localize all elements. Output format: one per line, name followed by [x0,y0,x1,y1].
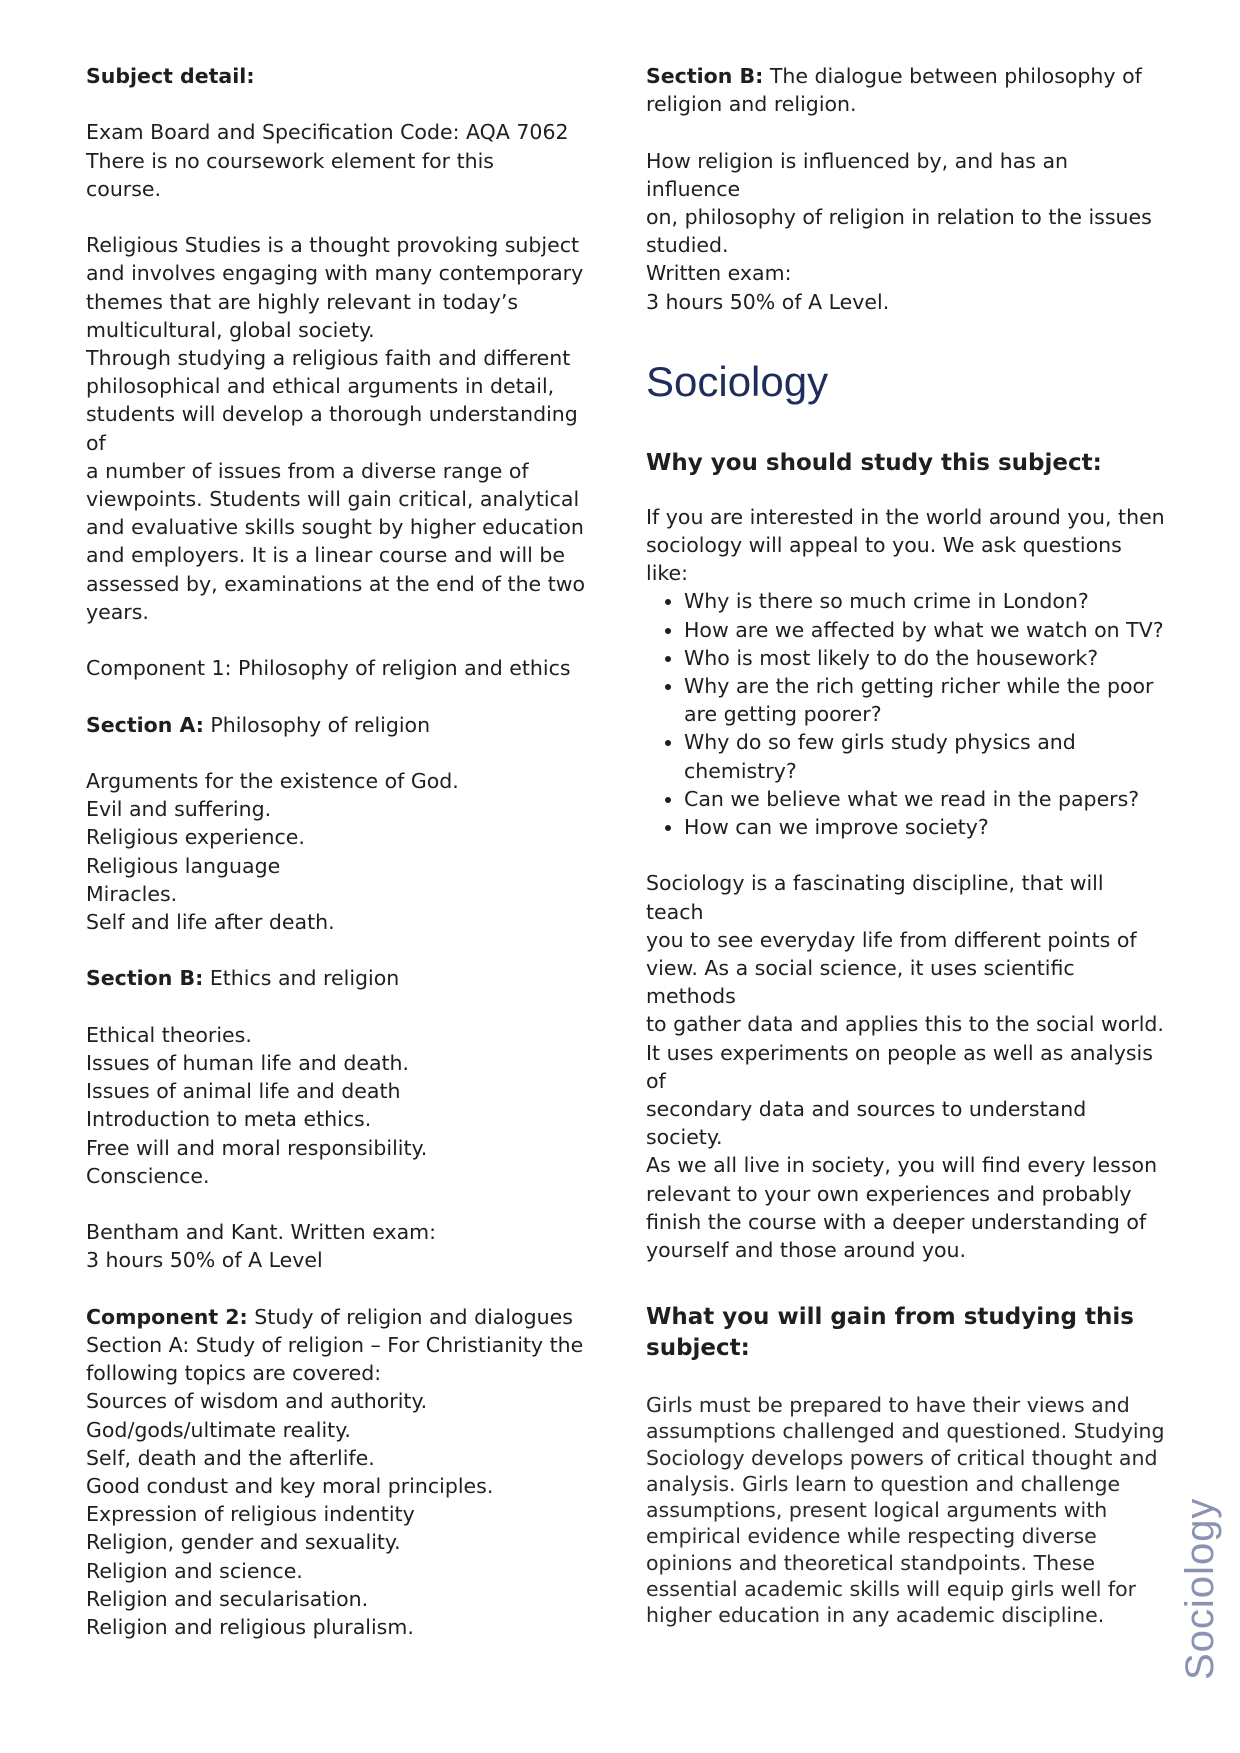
list-item: Religious experience. [86,825,305,850]
section-b-dialogue-title [646,62,1166,90]
list-item: Issues of animal life and death [86,1079,401,1104]
list-item: Good condust and key moral principles. [86,1474,494,1499]
influence-line: 3 hours 50% of A Level. [646,289,890,314]
list-item: Self and life after death. [86,910,335,935]
section-a-list [86,767,596,936]
paragraph-line: relevant to your own experiences and probably [646,1181,1132,1206]
list-item: following topics are covered: [86,1361,382,1386]
bentham-kant: Bentham and Kant. Written exam: [86,1220,437,1245]
gain-paragraph [646,1392,1166,1628]
gain-line: analysis. Girls learn to question and challenge [646,1471,1121,1496]
paragraph-line: you to see everyday life from different points of [646,927,1137,952]
paragraph-line: It uses experiments on people as well as analysis of [646,1040,1153,1093]
influence-paragraph [646,147,1166,316]
section-b-dialogue-text-2: religion and religion. [646,92,857,117]
paragraph-line: to gather data and applies this to the social world. [646,1012,1164,1037]
no-coursework-line-1: There is no coursework element for this [86,148,494,173]
intro-line: and employers. It is a linear course and will be [86,543,565,568]
section-b-title [86,964,596,992]
section-b-list [86,1021,596,1190]
paragraph-line: view. As a social science, it uses scientific methods [646,956,1075,1009]
intro-line: students will develop a thorough understanding of [86,402,578,455]
gain-line: empirical evidence while respecting diverse [646,1524,1097,1549]
question-item: • Why is there so much crime in London? [684,587,1166,615]
intro-line: philosophical and ethical arguments in detail, [86,374,555,399]
section-b-dialogue-label: Section B: [646,64,764,88]
gain-line: Girls must be prepared to have their views and [646,1393,1130,1418]
section-b-label: Section B: [86,966,204,991]
intro-line: years. [86,599,149,624]
list-item: God/gods/ultimate reality. [86,1417,351,1442]
gain-line: essential academic skills will equip girls well for [646,1576,1137,1601]
influence-line: on, philosophy of religion in relation to the issues [646,205,1152,229]
question-item: • Why are the rich getting richer while the poor are getting poorer? [684,672,1166,728]
gain-line: opinions and theoretical standpoints. These [646,1550,1096,1575]
influence-line: studied. [646,233,729,258]
paragraph-line: finish the course with a deeper understanding of [646,1209,1147,1234]
influence-line: How religion is influenced by, and has an influence [646,148,1069,201]
list-item: Miracles. [86,881,178,906]
question-item: • Why do so few girls study physics and chemistry? [684,728,1166,784]
question-item: • How can we improve society? [684,813,1166,841]
section-a-text: Philosophy of religion [203,712,431,737]
gain-line: assumptions, present logical arguments with [646,1498,1108,1523]
left-column [86,62,596,1641]
section-b-text: Ethics and religion [203,966,400,991]
section-a-title [86,711,596,739]
section-b-dialogue-text: The dialogue between philosophy of [763,64,1142,88]
gain-line: higher education in any academic discipline. [646,1602,1105,1627]
subject-detail-heading: Subject detail: [86,64,255,88]
paragraph-line: secondary data and sources to understand society. [646,1097,1087,1150]
intro-line: themes that are highly relevant in today’s [86,289,519,314]
influence-line: Written exam: [646,261,792,286]
why-intro-line-2: sociology will appeal to you. We ask questions like: [646,533,1122,586]
list-item: Issues of human life and death. [86,1051,410,1075]
no-coursework-line-2: course. [86,176,162,201]
intro-line: and evaluative skills sought by higher education [86,515,584,540]
list-item: Expression of religious indentity [86,1502,415,1527]
intro-line: viewpoints. Students will gain critical, analytical [86,487,580,512]
question-item: • How are we affected by what we watch on TV? [684,616,1166,644]
side-tab-label: Sociology [1178,1497,1222,1680]
exam-weight-1: 3 hours 50% of A Level [86,1248,323,1273]
list-item: Religion, gender and sexuality. [86,1530,401,1555]
section-a-label: Section A: [86,712,204,737]
paragraph-line: As we all live in society, you will find every lesson [646,1153,1158,1178]
component-1-title: Component 1: Philosophy of religion and ethics [86,656,571,681]
sociology-title: Sociology [646,357,829,405]
list-item: Introduction to meta ethics. [86,1107,372,1132]
component-2-list [86,1331,596,1641]
why-study-heading: Why you should study this subject: [646,449,1102,476]
intro-line: Through studying a religious faith and different [86,346,571,370]
intro-line: Religious Studies is a thought provoking subject [86,233,580,258]
list-item: Section A: Study of religion – For Christianity the [86,1333,584,1357]
intro-line: assessed by, examinations at the end of the two [86,571,586,596]
intro-paragraph [86,231,596,626]
component-2-title [86,1303,596,1331]
right-column [646,62,1166,1628]
list-item: Religion and religious pluralism. [86,1615,414,1640]
list-item: Sources of wisdom and authority. [86,1389,428,1414]
questions-list [646,587,1166,841]
gain-line: Sociology develops powers of critical thought and [646,1445,1158,1470]
intro-line: and involves engaging with many contemporary [86,261,584,286]
intro-line: a number of issues from a diverse range of [86,458,529,483]
list-item: Religion and science. [86,1558,303,1583]
list-item: Ethical theories. [86,1022,252,1047]
list-item: Religious language [86,853,281,878]
question-item: • Can we believe what we read in the papers? [684,785,1166,813]
intro-line: multicultural, global society. [86,317,375,342]
gain-heading-line-2: subject: [646,1335,750,1362]
component-2-label: Component 2: [86,1304,248,1329]
paragraph-line: Sociology is a fascinating discipline, that will teach [646,871,1104,924]
exam-board: Exam Board and Specification Code: AQA 7062 [86,120,569,145]
question-item: • Who is most likely to do the housework? [684,644,1166,672]
list-item: Religion and secularisation. [86,1586,369,1611]
gain-heading-line-1: What you will gain from studying this [646,1304,1134,1331]
why-intro-line-1: If you are interested in the world around you, then [646,504,1165,529]
paragraph-line: yourself and those around you. [646,1238,967,1263]
fascinating-paragraph [646,869,1166,1264]
list-item: Arguments for the existence of God. [86,769,459,793]
list-item: Evil and suffering. [86,797,272,822]
component-2-text: Study of religion and dialogues [247,1304,573,1329]
list-item: Self, death and the afterlife. [86,1445,375,1470]
list-item: Conscience. [86,1163,210,1188]
gain-line: assumptions challenged and questioned. Studying [646,1419,1165,1444]
list-item: Free will and moral responsibility. [86,1135,428,1160]
